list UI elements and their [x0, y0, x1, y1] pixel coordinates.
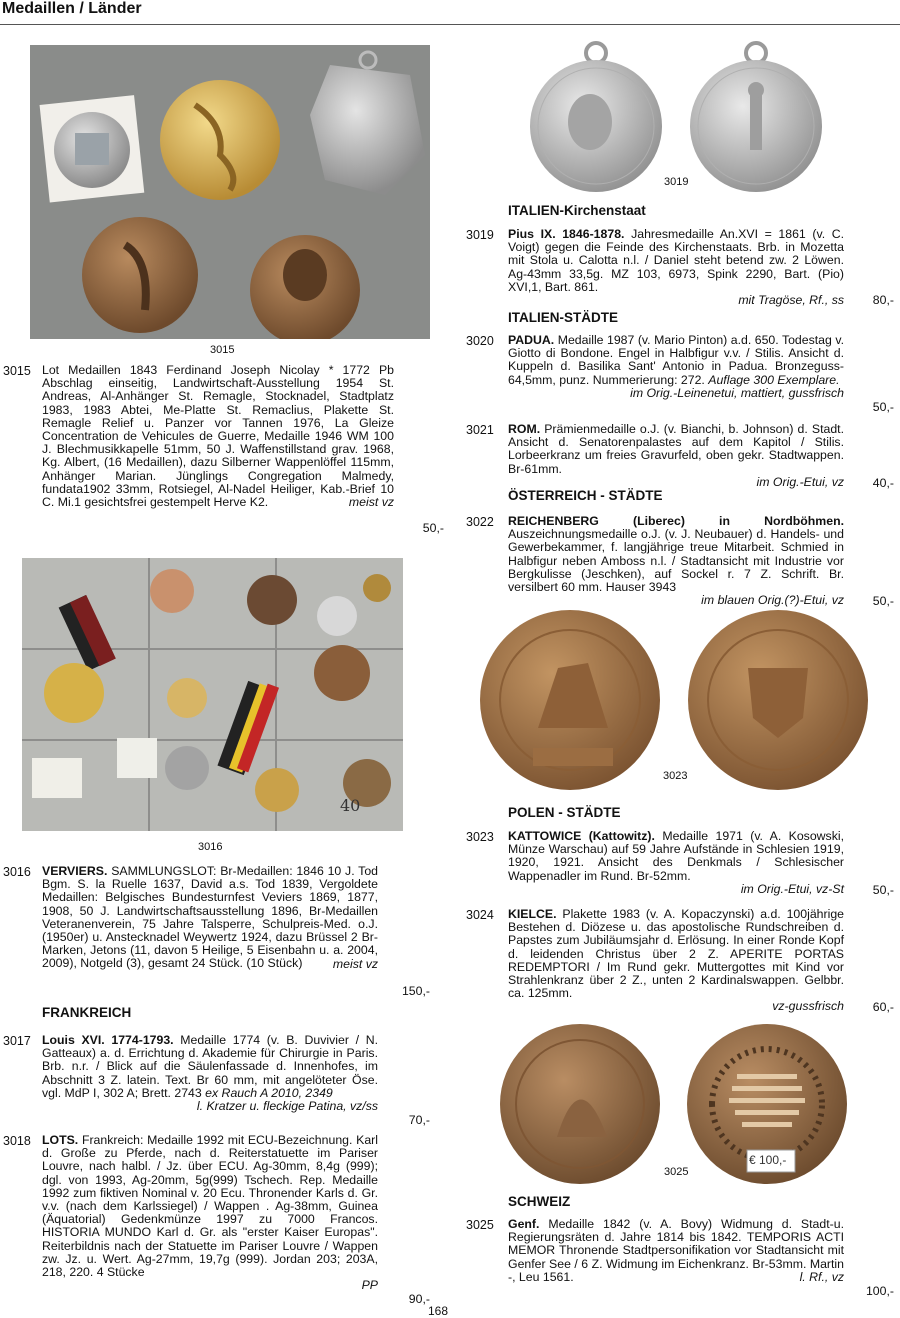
lot-number: 3024: [466, 908, 494, 922]
lot-price-3017: 70,-: [408, 1113, 430, 1127]
photo-caption-3015: 3015: [210, 344, 235, 356]
lot-lead: Pius IX. 1846-1878.: [508, 227, 625, 241]
lot-grade: meist vz: [348, 495, 394, 510]
lot-text: Lot Medaillen 1843 Ferdinand Joseph Nicolay * 1772 Pb Abschlag einseitig, Landwirtschaft-Ausstellung 1954 St. Andreas, Al-Anhänger St. Remagle, Stocknadel, Stadtplatz 1983, 1983 Abtei, Me-Platte St. Remaclius, Plakette St. Remagle Relief u. Panzer vor Tannen 1976, La Gleize Concentration de Vehicules de Guerre, Medaille 1946 WM 100 J. Blechmusikkapelle 51mm, 50 J. Waffenstillstand grav. 1968, Kg. Albert, (16 Medaillen), dazu Silberner Wappenlöffel 115mm, Anhänger Marian. Jünglings Congregation Malmedy, fundata1902 33mm, Rotsiegel, Al-Nadel Heiliger, Kab.-Brief 10 C. Mi.1 gesichtsfrei gestempelt Herve K2.: [42, 363, 394, 510]
section-heading-schweiz: SCHWEIZ: [508, 1194, 571, 1209]
lot-grade: mit Tragöse, Rf., ss: [738, 293, 844, 308]
lot-number: 3019: [466, 228, 494, 242]
lot-number: 3023: [466, 830, 494, 844]
lot-description-3024: [508, 908, 844, 1014]
lot-lead: Louis XVI. 1774-1793.: [42, 1033, 174, 1047]
section-heading-italien-kirchenstaat: ITALIEN-Kirchenstaat: [508, 203, 646, 218]
lot-grade: l. Rf., vz: [799, 1270, 844, 1285]
lot-description-3017: [42, 1034, 378, 1113]
lot-price-3025: 100,-: [865, 1284, 894, 1298]
lot-text: Jahresmedaille An.XVI = 1861 (v. C. Voigt) gegen die Feinde des Kirchenstaats. Brb. in Mozetta mit Stola u. Calotta n.l. / Daniel steht betend zw. 2 Löwen. Ag-43mm 33,5g. MZ 103, 6973, Spink 2290, Bart. (Pio) XVI,1, Bart. 861.: [508, 227, 845, 294]
lot-description-3023: [508, 830, 844, 896]
photo-lot-3015: [30, 45, 430, 339]
lot-number: 3025: [466, 1218, 494, 1232]
page-header-title: Medaillen / Länder: [2, 0, 142, 17]
lot-description-3016: [42, 865, 378, 971]
lot-grade: im blauen Orig.(?)-Etui, vz: [701, 593, 844, 608]
lot-description-3021: [508, 423, 844, 489]
lot-lead: REICHENBERG (Liberec) in Nordböhmen.: [508, 514, 844, 528]
page-number: 168: [428, 1304, 449, 1318]
photo-price-tag: 40: [340, 796, 361, 815]
lot-number: 3017: [3, 1034, 31, 1048]
lot-text: Medaille 1842 (v. A. Bovy) Widmung d. Stadt-u. Regierungsräten d. Jahre 1814 bis 1842. TEMPORIS ACTI MEMOR Thronende Stadtpersonifikation vor Stadtansicht mit Genfer See / 6 Z. Widmung im Eichenkranz. Br-53mm. Martin -, Leu 1561.: [508, 1217, 844, 1284]
photo-caption-3016: 3016: [198, 841, 223, 853]
photo-price-tag: € 100,-: [749, 1153, 787, 1167]
section-heading-italien-staedte: ITALIEN-STÄDTE: [508, 310, 618, 325]
photo-caption-3019: 3019: [664, 176, 689, 188]
lot-text: Medaille 1971 (v. A. Kosowski, Münze Warschau) auf 59 Jahre Aufstände in Schlesien 1919, 1920, 1921. Ansicht des Denkmals / Schlesischer Wappenadler im Rund. Br-52mm.: [508, 829, 844, 883]
lot-text: Plakette 1983 (v. A. Kopaczynski) a.d. 100jährige Bestehen d. Diözese u. das apostolische Rundschreiben d. Papstes zum Jubiläumsjahr d. Erlösung. In einer Ronde Kopf d. leidenden Christus über 2 Z. APERITE PORTAS REDEMPTORI / Im Rund gekr. Muttergottes mit Kind vor Strahlenkranz über 2 Z., unten 2 Kardinalswappen. Gelbbr. ca. 125mm.: [508, 907, 845, 1001]
lot-grade: im Orig.-Etui, vz-St: [740, 881, 844, 896]
lot-description-3019: [508, 228, 844, 307]
lot-price-3020: 50,-: [872, 400, 894, 414]
lot-edition: Auflage 300 Exemplare.: [708, 372, 840, 387]
lot-grade: PP: [361, 1278, 378, 1293]
lot-price-3023: 50,-: [872, 883, 894, 897]
lot-lead: VERVIERS.: [42, 864, 108, 878]
lot-number: 3020: [466, 334, 494, 348]
lot-grade: l. Kratzer u. fleckige Patina, vz/ss: [196, 1099, 378, 1114]
lot-description-3015: [42, 364, 394, 509]
lot-number: 3021: [466, 423, 494, 437]
lot-price-3018: 90,-: [408, 1292, 430, 1306]
lot-price-3021: 40,-: [872, 476, 894, 490]
lot-lead: KATTOWICE (Kattowitz).: [508, 829, 655, 843]
lot-description-3018: [42, 1134, 378, 1292]
lot-grade: vz-gussfrisch: [772, 999, 844, 1014]
lot-text: SAMMLUNGSLOT: Br-Medaillen: 1846 10 J. Tod Bgm. S. la Ruelle 1637, David a.s. Tod 1839, Vergoldete Medaillen: Belgisches Bundesturnfest Veviers 1869, 1877, 1908, 50 J. Landwirtschaftsausstellung 1896, Br-Medaillen Veteranenverein, 75 Jahre Talsperre, Schulpreis-Med. o.J. (1950er) u. Anstecknadel Weywertz 1924, dazu Brüssel 2 Br-Marken, Jetons (11, davon 5 Heilige, 5 Eisenbahn u. a. 2004, 2009), Notgeld (3), gesamt 24 Stück. (10 Stück): [42, 864, 379, 971]
lot-lead: PADUA.: [508, 333, 555, 347]
photo-caption-3023: 3023: [663, 770, 688, 782]
lot-lead: KIELCE.: [508, 907, 557, 921]
photo-lot-3019: [528, 40, 828, 196]
photo-caption-3025: 3025: [664, 1166, 689, 1178]
lot-text: Medaille 1774 (v. B. Duvivier / N. Gatteaux) a. d. Errichtung d. Akademie für Chirurgie in Paris. Brb. n.r. / Blick auf die Säulenfassade d. Innenhofes, im Abschnitt 3 Z. latein. Text. Br 60 mm, mit angelöteter Öse. vgl. MdP I, 302 A; Brett. 2743: [42, 1033, 378, 1100]
header-rule: [0, 24, 900, 25]
lot-text: Auszeichnungsmedaille o.J. (v. J. Neubauer) d. Handels- und Gewerbekammer, f. langjährige treue Mitarbeit. Schmied in Halbfigur neben Amboss n.l. / Stadtansicht mit Industrie vor Bergkulisse (Jeschken), auf Sockel r. 7 Z. Schrift. Br. versilbert 60 mm. Hauser 3943: [508, 527, 844, 595]
lot-provenance: ex Rauch A 2010, 2349: [205, 1085, 333, 1100]
lot-lead: ROM.: [508, 422, 541, 436]
lot-price-3015: 50,-: [422, 521, 444, 535]
section-heading-oesterreich-staedte: ÖSTERREICH - STÄDTE: [508, 488, 663, 503]
lot-price-3016: 150,-: [401, 984, 430, 998]
photo-lot-3016: [22, 558, 403, 831]
lot-description-3022: [508, 515, 844, 607]
lot-grade: im Orig.-Leinenetui, mattiert, gussfrisch: [630, 385, 844, 400]
lot-text: Frankreich: Medaille 1992 mit ECU-Bezeichnung. Karl d. Große zu Pferde, nach d. Reiterstatuette im Pariser Louvre, nach halbl. / Jz. über ECU. Ag-30mm, 8,4g (999); dgl. von 1993, Ag-20mm, 5g(999) Tschech. Rep. Medaille 1992 zum fiktiven Nominal v. 20 Ecu. Thronender Karls d. Gr. v.v. (nach dem Karlssiegel) / Wappen . Ag-38mm, Guinea (Äquatorial) Gedenkmünze 1997 zu 7000 Francos. HISTORIA MUNDO Karl d. Gr. als "erster Kaiser Europas". Reiterbildnis nach der Statuette im Pariser Louvre / Wappen zw. Jz. u. Wert. Ag-27mm, 19,7g (999). Jordan 203; 203A, 218, 220. 4 Stücke: [42, 1133, 378, 1280]
section-heading-polen-staedte: POLEN - STÄDTE: [508, 805, 621, 820]
lot-description-3020: [508, 334, 844, 400]
lot-grade: meist vz: [332, 956, 378, 971]
lot-price-3019: 80,-: [872, 293, 894, 307]
lot-description-3025: [508, 1218, 844, 1284]
lot-text: Medaille 1987 (v. Mario Pinton) a.d. 650. Todestag v. Giotto di Bondone. Engel in Halbfigur v.v. / Stilis. Ansicht d. Kuppeln d. Basilika Sant' Antonio in Padua. Bronzeguss-64,5mm, punz. Nummerierung: 272.: [508, 333, 844, 387]
photo-lot-3023: [478, 608, 874, 793]
lot-price-3022: 50,-: [872, 594, 894, 608]
photo-lot-3025: [497, 1022, 854, 1187]
lot-number: 3015: [3, 364, 31, 378]
lot-lead: Genf.: [508, 1217, 540, 1231]
lot-text: Prämienmedaille o.J. (v. Bianchi, b. Johnson) d. Stadt. Ansicht d. Senatorenpalastes auf dem Kapitol / Stilis. Lorbeerkranz um freies Gravurfeld, oben gekr. Stadtwappen. Br-61mm.: [508, 422, 845, 476]
lot-number: 3018: [3, 1134, 31, 1148]
lot-lead: LOTS.: [42, 1133, 79, 1147]
lot-number: 3022: [466, 515, 494, 529]
lot-grade: im Orig.-Etui, vz: [756, 474, 844, 489]
lot-price-3024: 60,-: [872, 1000, 894, 1014]
section-heading-frankreich: FRANKREICH: [42, 1005, 132, 1020]
lot-number: 3016: [3, 865, 31, 879]
